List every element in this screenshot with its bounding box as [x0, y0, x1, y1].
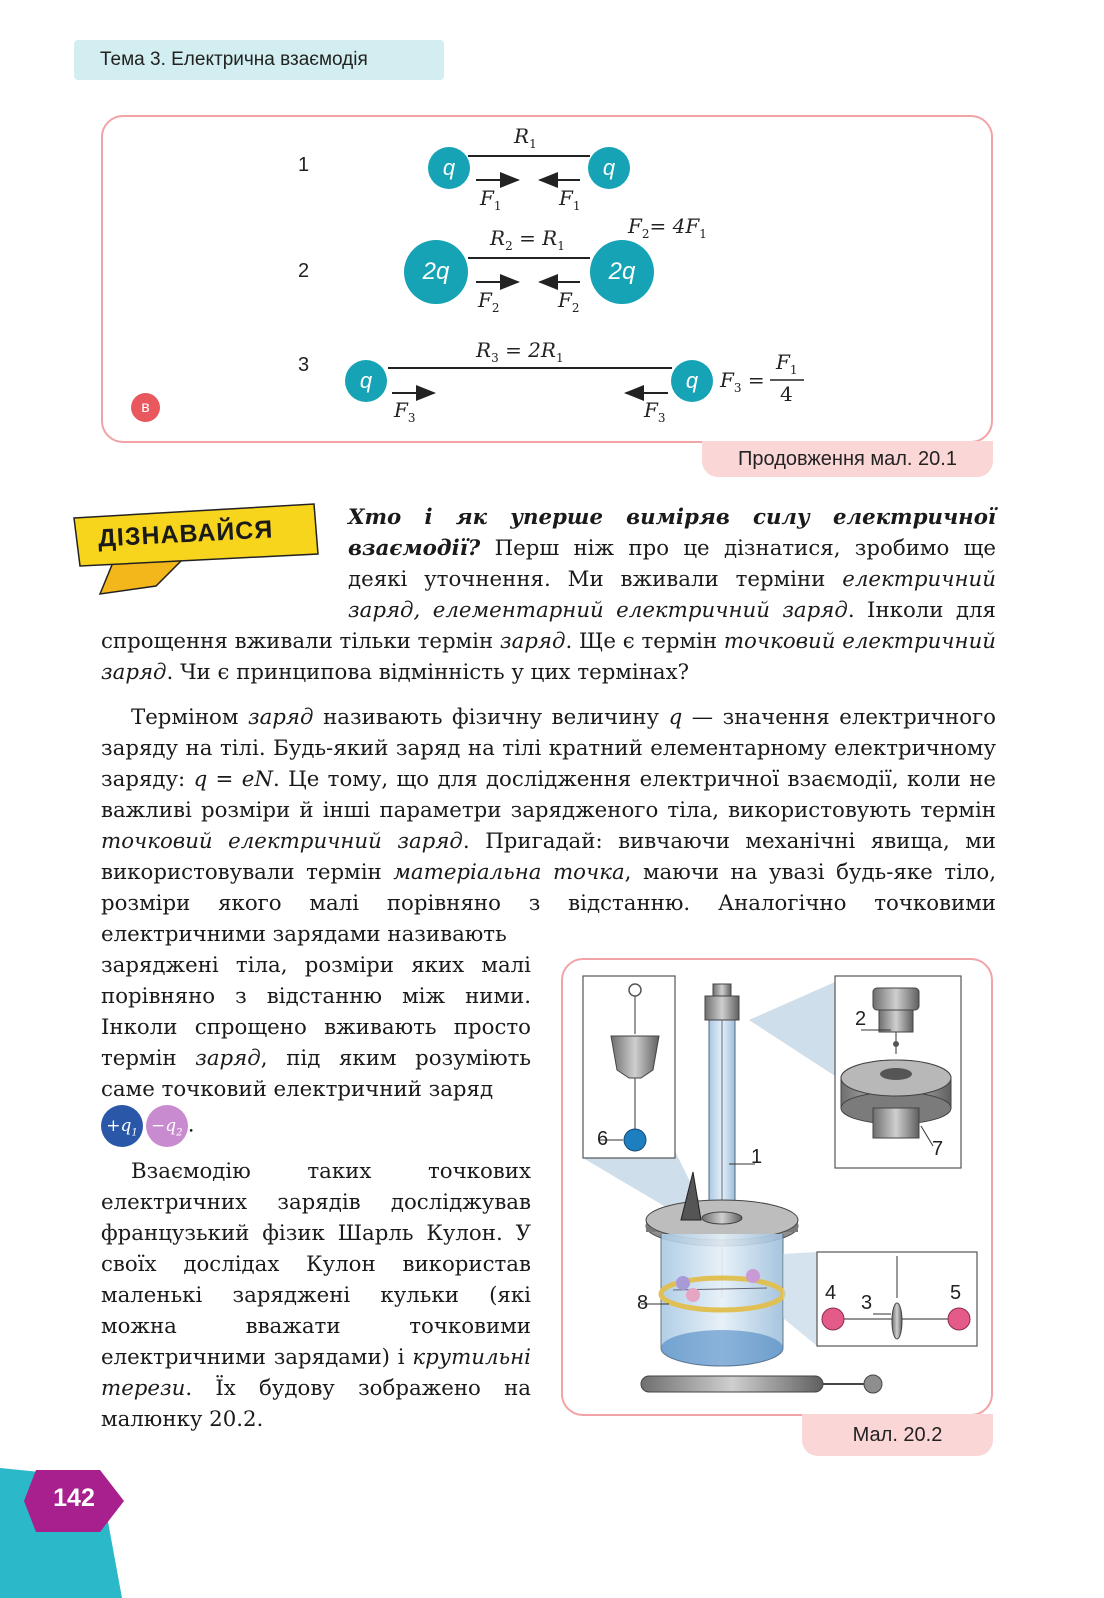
force-label-2-right: $F_2$ [558, 288, 580, 315]
ball-5 [948, 1308, 970, 1330]
probe-rod [641, 1376, 823, 1392]
paragraph-3: Взаємодію таких точкових електричних зарядів досліджував французький фізик Шарль Кулон. У своїх дослідах Кулон використав маленькі заряджені кульки (які можна вважати точковими електричними зарядами) і крутильні терези. Їх будову зображено на малюнку 20.2. [101, 1159, 531, 1432]
charge-3-right: q [671, 360, 713, 402]
paragraph-2: Терміном заряд називають фізичну величину q — значення електричного заряду на тілі. Будь-який заряд на тілі кратний елементарному електричному заряду: q = eN. Це тому, що для дослідження електричної взаємодії, коли не важливі розміри й інші параметри зарядженого тіла, використовують термін точковий електричний заряд. Пригадай: вивчаючи механічні явища, ми використовували термін матеріальна точка, маючи на увазі будь-яке тіло, розміри якого малі порівняно з відстанню. Аналогічно точковими електричними зарядами називають [101, 705, 997, 947]
force-label-1-right: $F_1$ [559, 186, 581, 213]
row-number-2: 2 [298, 260, 310, 282]
topic-header: Тема 3. Електрична взаємодія [74, 40, 444, 80]
paragraph-1: Хто і як уперше виміряв силу електричної взаємодії? Перш ніж про це дізнатися, зробимо ще деякі уточнення. Ми вживали терміни електричний заряд, елементарний електричний заряд. Інколи для спрощення вживали тільки термін заряд. Ще є термін точковий електричний заряд. Чи є принципова відмінність у цих термінах? [101, 505, 996, 685]
learn-badge-label: ДІЗНАВАЙСЯ [97, 515, 274, 553]
subfigure-badge: в [131, 393, 160, 422]
force-label-3-left: $F_3$ [394, 398, 416, 425]
charge-3-left: q [345, 360, 387, 402]
question-text: Хто і як уперше виміряв силу електричної взаємодії? [348, 505, 996, 561]
charge-2-right: 2q [590, 240, 654, 304]
distance-label-3: $R_3 = 2R_1$ [476, 338, 564, 365]
force-label-2-left: $F_2$ [478, 288, 500, 315]
label-2: 2 [855, 1008, 867, 1030]
paragraph-2-continuation: заряджені тіла, розміри яких малі порівняно з відстанню між ними. Інколи спрощено вживають просто термін заряд, під яким розуміють саме точковий електричний заряд $+q_1 -q_2$ . [101, 950, 531, 1147]
fraction-denominator: 4 [780, 382, 793, 406]
relation-label-2: $F_2= 4F_1$ [628, 214, 707, 241]
projection-cone-top [749, 982, 835, 1076]
ball-6 [624, 1129, 646, 1151]
charge-1-right: q [588, 147, 630, 189]
force-label-3-right: $F_3$ [644, 398, 666, 425]
charge-negative-icon: $-q_2$ [146, 1105, 188, 1147]
relation-label-3: $F_3$ = [720, 368, 765, 395]
label-3: 3 [861, 1292, 873, 1314]
charge-1-left: q [428, 147, 470, 189]
charge-2-left: 2q [404, 240, 468, 304]
figure-caption-20-2: Мал. 20.2 [802, 1414, 993, 1456]
charge-positive-icon: $+q_1$ [101, 1105, 143, 1147]
fraction-numerator: $F_1$ [776, 350, 798, 377]
ball-4 [822, 1308, 844, 1330]
label-4: 4 [825, 1282, 837, 1304]
label-7: 7 [932, 1138, 944, 1160]
label-1: 1 [751, 1146, 763, 1168]
distance-label-2: $R_2 = R_1$ [490, 226, 565, 253]
row-number-1: 1 [298, 154, 310, 176]
row-number-3: 3 [298, 354, 310, 376]
page-number: 142 [53, 1484, 95, 1512]
torsion-balance-illustration [561, 958, 993, 1416]
force-label-1-left: $F_1$ [480, 186, 502, 213]
label-6: 6 [597, 1128, 609, 1150]
label-5: 5 [950, 1282, 962, 1304]
figure-caption-20-1: Продовження мал. 20.1 [702, 441, 993, 477]
label-8: 8 [637, 1292, 649, 1314]
distance-label-1: $R_1$ [514, 124, 537, 151]
